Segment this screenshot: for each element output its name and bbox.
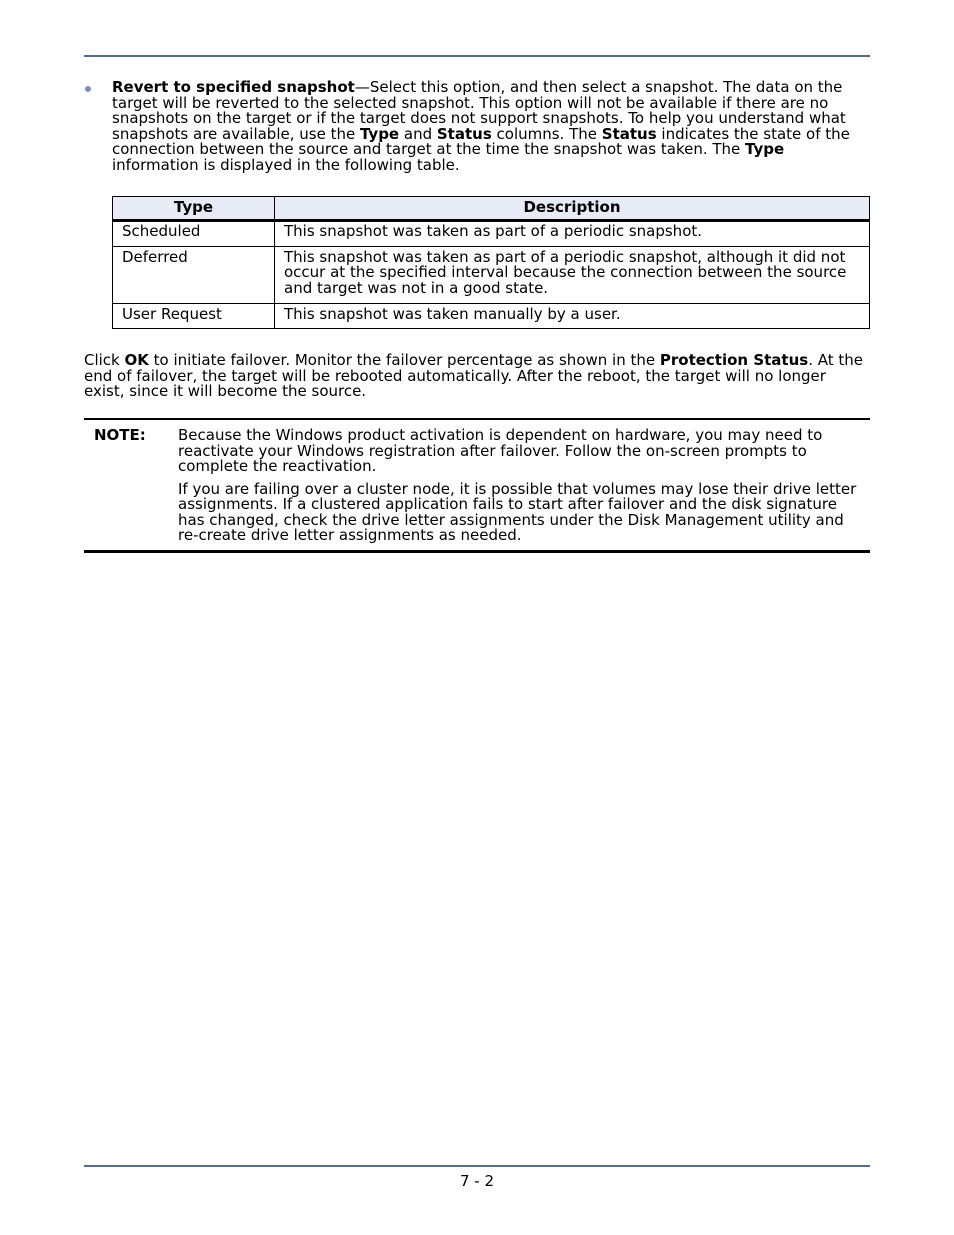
table-row (113, 221, 870, 247)
bold-term: Status (436, 124, 492, 143)
bullet-dot-icon (85, 86, 91, 92)
page-content (84, 80, 870, 553)
cell-type: Deferred (113, 246, 275, 303)
bullet-text-part: columns. The (491, 124, 602, 143)
cell-type: User Request (113, 303, 275, 329)
bold-term: Type (745, 140, 785, 159)
bullet-text-part: indicates the state of the connection between the source and target at the time the snapshot was taken. The (112, 124, 850, 159)
snapshot-type-table (112, 196, 870, 330)
table-header-row (113, 196, 870, 221)
header-rule (84, 55, 870, 57)
header-type: Type (113, 196, 275, 221)
bullet-text-part: —Select this option, and then select a snapshot. The data on the target will be reverted to the selected snapshot. This option will not be available if there are no snapshots on the target or if the target does not support snapshots. To help you understand what snapshots are available, use the (112, 78, 846, 143)
paragraph-text-part: Click (84, 351, 125, 370)
page-number: 7 - 2 (459, 1172, 495, 1190)
paragraph-text-part: to initiate failover. Monitor the failover percentage as shown in the (148, 351, 660, 370)
note-paragraph: If you are failing over a cluster node, it is possible that volumes may lose their drive letter assignments. If a clustered application fails to start after failover and the disk signature has changed, check the drive letter assignments under the Disk Management utility and re-create drive letter assignments as needed. (178, 479, 857, 545)
cell-description: This snapshot was taken as part of a periodic snapshot. (275, 221, 870, 247)
failover-paragraph (84, 353, 870, 400)
header-description: Description (275, 196, 870, 221)
note-paragraph: Because the Windows product activation is dependent on hardware, you may need to reactivate your Windows registration after failover. Follow the on-screen prompts to complete the reactivation. (178, 425, 823, 476)
table-row (113, 303, 870, 329)
bullet-text-part: information is displayed in the following table. (112, 155, 460, 174)
revert-snapshot-bullet (84, 80, 870, 174)
option-name: Revert to specified snapshot (112, 78, 355, 96)
note-label: NOTE: (94, 425, 146, 444)
paragraph-text-part: . At the end of failover, the target will be rebooted automatically. After the reboot, the target will no longer exist, since it will become the source. (84, 351, 864, 401)
note-box (84, 418, 870, 553)
footer-rule (84, 1165, 870, 1167)
bold-term: Protection Status (659, 351, 809, 370)
bullet-text (112, 80, 870, 174)
note-body (178, 425, 870, 545)
bullet-text-part: and (399, 124, 437, 143)
bold-term: Type (359, 124, 400, 143)
table-row (113, 246, 870, 303)
cell-description: This snapshot was taken manually by a user. (275, 303, 870, 329)
bold-term: Status (601, 124, 657, 143)
bold-term: OK (124, 351, 149, 370)
cell-description: This snapshot was taken as part of a periodic snapshot, although it did not occur at the specified interval because the connection between the source and target was not in a good state. (275, 246, 870, 303)
cell-type: Scheduled (113, 221, 275, 247)
